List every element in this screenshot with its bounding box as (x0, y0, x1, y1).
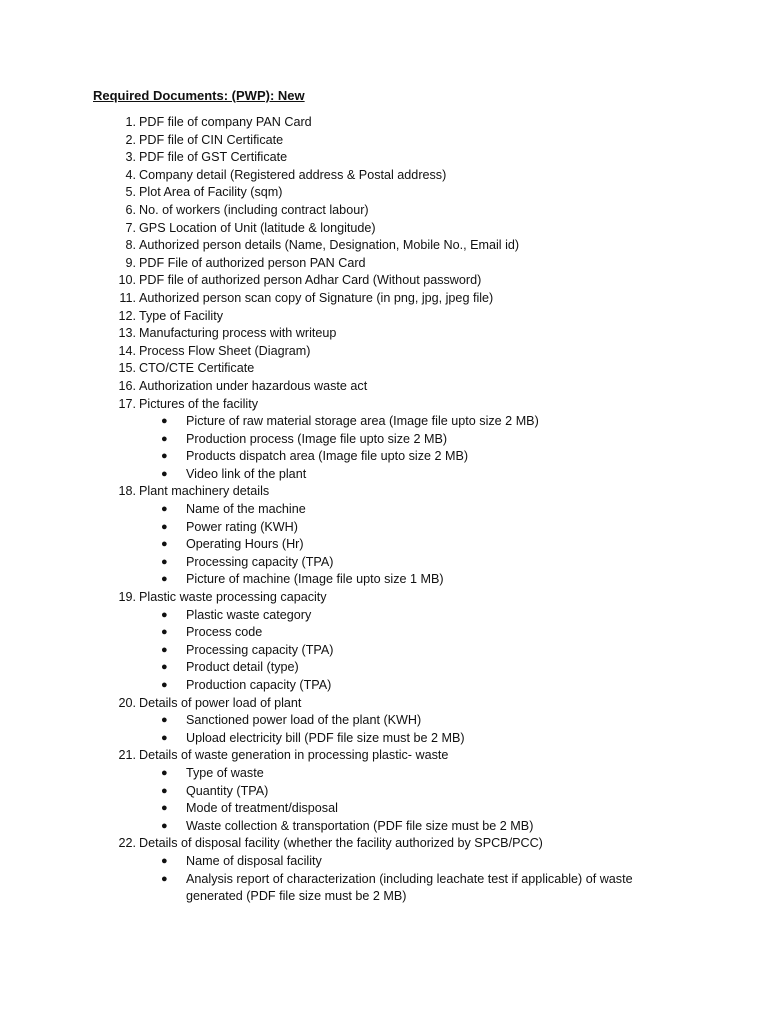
bullet-icon: ● (161, 626, 168, 639)
sub-list-item-text: Production capacity (TPA) (186, 678, 332, 692)
sub-list-item-text: Production process (Image file upto size 2 MB) (186, 431, 448, 446)
list-item (0, 167, 768, 185)
list-item-number: 22. (118, 836, 136, 851)
list-item-text: Authorization under hazardous waste act (139, 378, 368, 393)
sub-list-item-text: Video link of the plant (186, 466, 307, 481)
list-item (0, 184, 768, 202)
sub-list-item-text: Analysis report of characterization (including leachate test if applicable) of waste generated (PDF file size must be 2 MB) (186, 871, 633, 904)
required-documents-list (0, 114, 768, 907)
list-item-number: 17. (118, 396, 136, 411)
list-item-text: Type of Facility (139, 308, 223, 323)
list-item-text: Details of disposal facility (whether the facility authorized by SPCB/PCC) (139, 836, 543, 851)
sub-list-item-text: Quantity (TPA) (186, 783, 269, 798)
bullet-icon: ● (161, 538, 168, 551)
sub-list-item-text: Power rating (KWH) (186, 519, 298, 534)
list-item (0, 396, 768, 484)
list-item (0, 290, 768, 308)
sub-list-item (0, 519, 768, 537)
list-item-text: No. of workers (including contract labour) (139, 202, 369, 217)
list-item-text: CTO/CTE Certificate (139, 361, 255, 376)
sub-list-item (0, 448, 768, 466)
bullet-icon: ● (161, 467, 168, 480)
list-item-number: 1. (125, 115, 136, 129)
list-item (0, 483, 768, 589)
list-item-number: 5. (125, 185, 136, 200)
bullet-icon: ● (161, 643, 168, 656)
list-item (0, 343, 768, 361)
list-item-text: PDF file of company PAN Card (139, 115, 312, 129)
list-item-text: Authorized person details (Name, Designation, Mobile No., Email id) (139, 238, 520, 253)
list-item (0, 114, 768, 132)
bullet-icon: ● (161, 766, 168, 779)
list-item-number: 9. (125, 255, 136, 270)
bullet-icon: ● (161, 520, 168, 533)
bullet-icon: ● (161, 415, 168, 428)
list-item-text: Pictures of the facility (139, 396, 258, 411)
sub-list-item (0, 642, 768, 660)
list-item (0, 132, 768, 150)
sub-list-item (0, 536, 768, 554)
sub-list-item-text: Waste collection & transportation (PDF file size must be 2 MB) (186, 818, 534, 833)
sub-list-item-text: Name of the machine (186, 502, 306, 517)
list-item (0, 835, 768, 906)
list-item-number: 13. (118, 326, 136, 341)
bullet-icon: ● (161, 661, 168, 674)
sub-list-item (0, 501, 768, 519)
sub-list-item (0, 765, 768, 783)
list-item (0, 220, 768, 238)
sub-list-item (0, 431, 768, 449)
list-item-number: 2. (125, 132, 136, 147)
document-heading: Required Documents: (PWP): New (93, 88, 305, 103)
sub-list-item (0, 413, 768, 431)
sub-list-item (0, 783, 768, 801)
sub-list (0, 501, 768, 589)
sub-list-item (0, 853, 768, 871)
sub-list (0, 765, 768, 835)
list-item-number: 15. (118, 361, 136, 376)
sub-list-item-text: Mode of treatment/disposal (186, 801, 338, 816)
sub-list-item (0, 871, 768, 907)
list-item-text: PDF file of GST Certificate (139, 150, 288, 165)
sub-list (0, 413, 768, 483)
list-item-number: 20. (118, 695, 136, 710)
bullet-icon: ● (161, 854, 168, 867)
list-item (0, 149, 768, 167)
list-item-text: PDF File of authorized person PAN Card (139, 255, 366, 270)
list-item-text: PDF file of authorized person Adhar Card (Without password) (139, 273, 482, 288)
bullet-icon: ● (161, 714, 168, 727)
sub-list-item-text: Picture of raw material storage area (Image file upto size 2 MB) (186, 414, 539, 429)
sub-list-item-text: Sanctioned power load of the plant (KWH) (186, 713, 422, 728)
sub-list-item-text: Process code (186, 625, 263, 640)
list-item-number: 4. (125, 167, 136, 182)
list-item-number: 12. (118, 308, 136, 323)
list-item-text: GPS Location of Unit (latitude & longitude) (139, 220, 376, 235)
bullet-icon: ● (161, 731, 168, 744)
list-item (0, 589, 768, 695)
list-item (0, 378, 768, 396)
list-item (0, 695, 768, 748)
bullet-icon: ● (161, 573, 168, 586)
bullet-icon: ● (161, 555, 168, 568)
list-item-text: Process Flow Sheet (Diagram) (139, 343, 311, 358)
sub-list (0, 607, 768, 695)
sub-list-item-text: Upload electricity bill (PDF file size must be 2 MB) (186, 730, 465, 745)
sub-list-item-text: Type of waste (186, 765, 264, 780)
list-item-number: 21. (118, 748, 136, 763)
sub-list (0, 853, 768, 907)
sub-list-item (0, 800, 768, 818)
list-item-text: Details of waste generation in processing plastic- waste (139, 748, 449, 763)
list-item (0, 202, 768, 220)
sub-list-item-text: Product detail (type) (186, 660, 299, 675)
bullet-icon: ● (161, 679, 168, 691)
sub-list-item-text: Processing capacity (TPA) (186, 642, 334, 657)
sub-list-item-text: Operating Hours (Hr) (186, 537, 304, 552)
list-item-number: 19. (118, 590, 136, 605)
list-item (0, 272, 768, 290)
bullet-icon: ● (161, 872, 168, 885)
bullet-icon: ● (161, 802, 168, 815)
list-item (0, 255, 768, 273)
sub-list-item-text: Products dispatch area (Image file upto size 2 MB) (186, 449, 469, 464)
list-item (0, 325, 768, 343)
sub-list-item-text: Picture of machine (Image file upto size 1 MB) (186, 572, 444, 587)
list-item-text: Manufacturing process with writeup (139, 326, 337, 341)
sub-list-item (0, 624, 768, 642)
list-item-number: 7. (125, 220, 136, 235)
bullet-icon: ● (161, 819, 168, 832)
list-item-number: 16. (118, 378, 136, 393)
list-item-text: Plant machinery details (139, 484, 270, 499)
list-item (0, 747, 768, 835)
sub-list-item (0, 607, 768, 625)
list-item-text: Plastic waste processing capacity (139, 590, 327, 605)
bullet-icon: ● (161, 503, 168, 516)
list-item-text: Company detail (Registered address & Postal address) (139, 167, 447, 182)
bullet-icon: ● (161, 432, 168, 445)
list-item-number: 3. (125, 150, 136, 165)
list-item-number: 8. (125, 238, 136, 253)
list-item-text: PDF file of CIN Certificate (139, 132, 284, 147)
list-item-number: 14. (118, 343, 136, 358)
sub-list-item (0, 712, 768, 730)
sub-list (0, 712, 768, 747)
list-item (0, 237, 768, 255)
bullet-icon: ● (161, 608, 168, 621)
list-item-number: 11. (119, 290, 136, 305)
sub-list-item-text: Name of disposal facility (186, 853, 322, 868)
list-item-text: Plot Area of Facility (sqm) (139, 185, 283, 200)
sub-list-item (0, 677, 768, 695)
sub-list-item-text: Processing capacity (TPA) (186, 554, 334, 569)
bullet-icon: ● (161, 784, 168, 797)
list-item-number: 6. (125, 202, 136, 217)
sub-list-item (0, 730, 768, 748)
sub-list-item (0, 818, 768, 836)
sub-list-item (0, 571, 768, 589)
sub-list-item (0, 466, 768, 484)
list-item (0, 360, 768, 378)
list-item-text: Authorized person scan copy of Signature (in png, jpg, jpeg file) (139, 290, 494, 305)
bullet-icon: ● (161, 450, 168, 463)
list-item-number: 18. (118, 484, 136, 499)
list-item-number: 10. (118, 273, 136, 288)
sub-list-item-text: Plastic waste category (186, 607, 312, 622)
sub-list-item (0, 554, 768, 572)
list-item (0, 308, 768, 326)
sub-list-item (0, 659, 768, 677)
list-item-text: Details of power load of plant (139, 695, 302, 710)
